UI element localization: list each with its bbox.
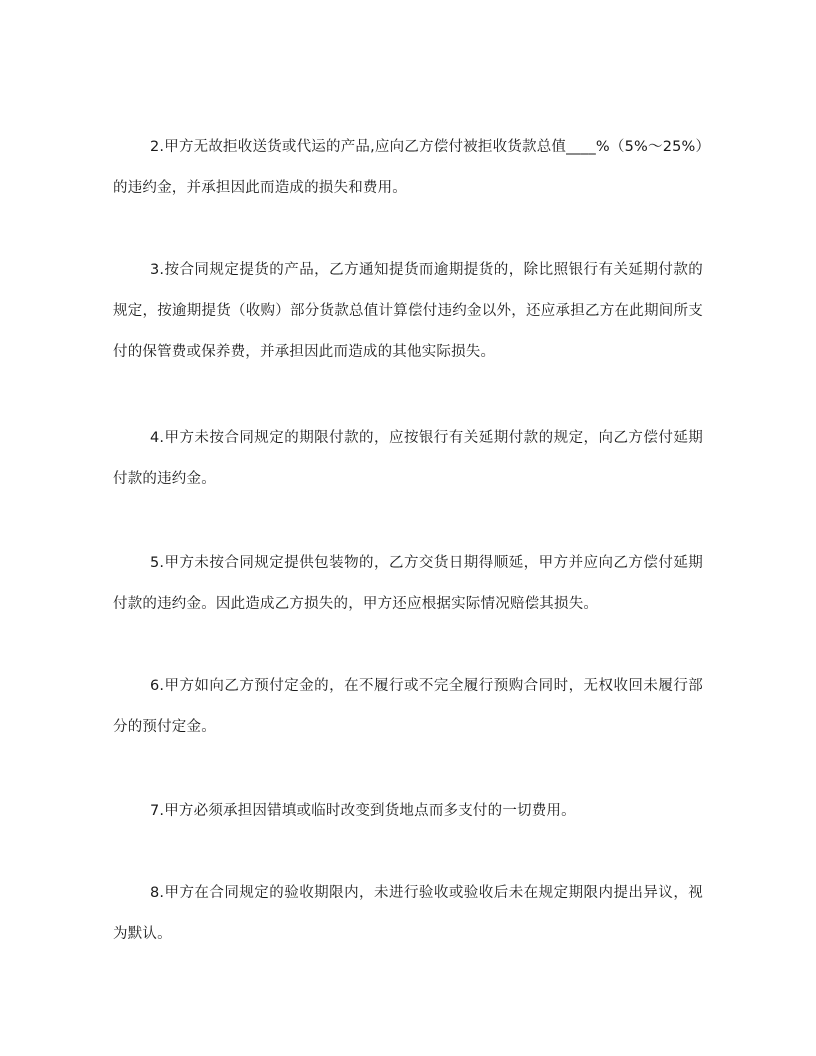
clause-6: 6.甲方如向乙方预付定金的，在不履行或不完全履行预购合同时，无权收回未履行部分的预付定金。 xyxy=(113,678,703,735)
clause-2: 2.甲方无故拒收送货或代运的产品,应向乙方偿付被拒收货款总值____%（5%～25%）的违约金，并承担因此而造成的损失和费用。 xyxy=(113,139,703,196)
clause-4: 4.甲方未按合同规定的期限付款的，应按银行有关延期付款的规定，向乙方偿付延期付款的违约金。 xyxy=(113,430,703,487)
clause-8: 8.甲方在合同规定的验收期限内，未进行验收或验收后未在规定期限内提出异议，视为默认。 xyxy=(113,885,703,942)
clause-5: 5.甲方未按合同规定提供包装物的，乙方交货日期得顺延，甲方并应向乙方偿付延期付款的违约金。因此造成乙方损失的，甲方还应根据实际情况赔偿其损失。 xyxy=(113,555,703,612)
clause-7: 7.甲方必须承担因错填或临时改变到货地点而多支付的一切费用。 xyxy=(150,803,576,819)
clause-3: 3.按合同规定提货的产品，乙方通知提货而逾期提货的，除比照银行有关延期付款的规定，按逾期提货（收购）部分货款总值计算偿付违约金以外，还应承担乙方在此期间所支付的保管费或保养费，并承担因此而造成的其他实际损失。 xyxy=(113,262,703,360)
